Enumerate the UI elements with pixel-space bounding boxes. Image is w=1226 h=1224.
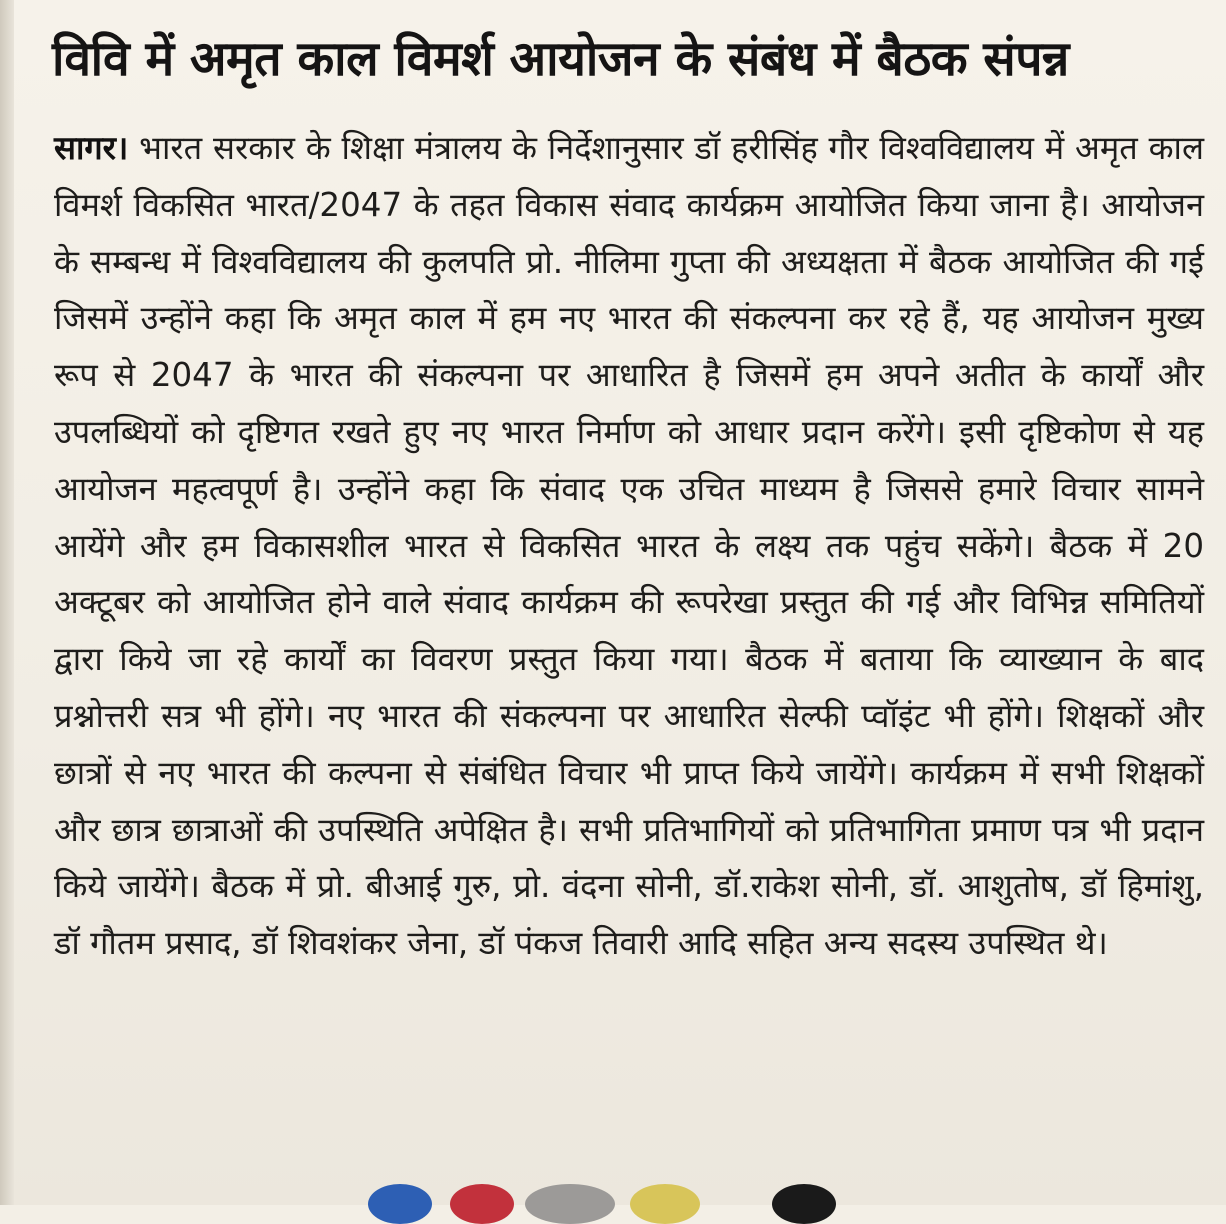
- ink-mark-blue: [368, 1184, 432, 1224]
- ink-mark-yellow: [630, 1184, 700, 1224]
- ink-mark-gray: [525, 1184, 615, 1224]
- article-headline: विवि में अमृत काल विमर्श आयोजन के संबंध में बैठक संपन्न: [52, 31, 1069, 87]
- article-body: [54, 120, 1204, 972]
- ink-mark-black: [772, 1184, 836, 1224]
- article-dateline: सागर।: [54, 129, 129, 167]
- ink-mark-red: [450, 1184, 514, 1224]
- paper-edge-shadow: [0, 0, 14, 1205]
- next-clipping-ink-marks: [340, 1180, 860, 1205]
- article-body-text: भारत सरकार के शिक्षा मंत्रालय के निर्देशानुसार डॉ हरीसिंह गौर विश्वविद्यालय में अमृत काल विमर्श विकसित भारत/2047 के तहत विकास संवाद कार्यक्रम आयोजित किया जाना है। आयोजन के सम्बन्ध में विश्वविद्यालय की कुलपति प्रो. नीलिमा गुप्ता की अध्यक्षता में बैठक आयोजित की गई जिसमें उन्होंने कहा कि अमृत काल में हम नए भारत की संकल्पना कर रहे हैं, यह आयोजन मुख्य रूप से 2047 के भारत की संकल्पना पर आधारित है जिसमें हम अपने अतीत के कार्यों और उपलब्धियों को दृष्टिगत रखते हुए नए भारत निर्माण को आधार प्रदान करेंगे। इसी दृष्टिकोण से यह आयोजन महत्वपूर्ण है। उन्होंने कहा कि संवाद एक उचित माध्यम है जिससे हमारे विचार सामने आयेंगे और हम विकासशील भारत से विकसित भारत के लक्ष्य तक पहुंच सकेंगे। बैठक में 20 अक्टूबर को आयोजित होने वाले संवाद कार्यक्रम की रूपरेखा प्रस्तुत की गई और विभिन्न समितियों द्वारा किये जा रहे कार्यों का विवरण प्रस्तुत किया गया। बैठक में बताया कि व्याख्यान के बाद प्रश्नोत्तरी सत्र भी होंगे। नए भारत की संकल्पना पर आधारित सेल्फी प्वॉइंट भी होंगे। शिक्षकों और छात्रों से नए भारत की कल्पना से संबंधित विचार भी प्राप्त किये जायेंगे। कार्यक्रम में सभी शिक्षकों और छात्र छात्राओं की उपस्थिति अपेक्षित है। सभी प्रतिभागियों को प्रतिभागिता प्रमाण पत्र भी प्रदान किये जायेंगे। बैठक में प्रो. बीआई गुरु, प्रो. वंदना सोनी, डॉ.राकेश सोनी, डॉ. आशुतोष, डॉ हिमांशु, डॉ गौतम प्रसाद, डॉ शिवशंकर जेना, डॉ पंकज तिवारी आदि सहित अन्य सदस्य उपस्थित थे।: [54, 129, 1204, 963]
